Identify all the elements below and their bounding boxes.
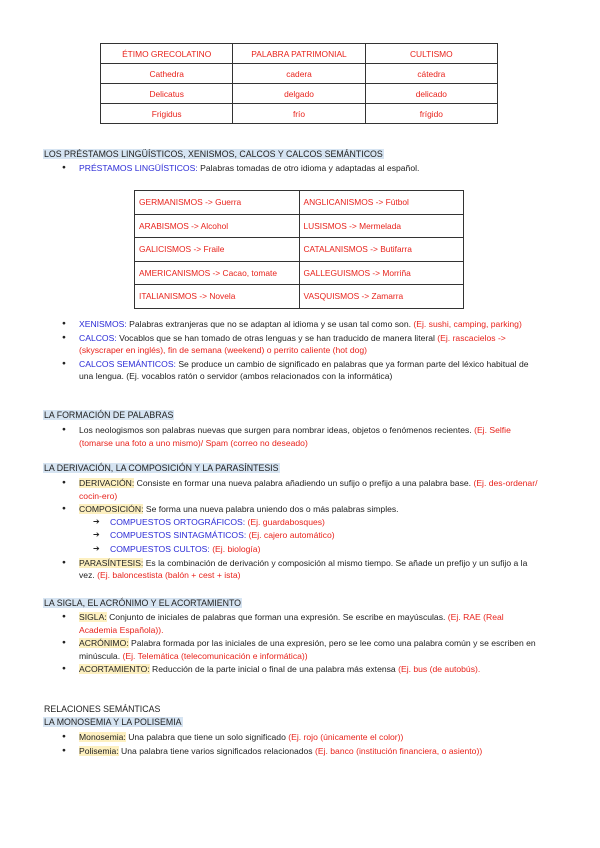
table-row xyxy=(101,84,498,104)
list-item: ● CALCOS SEMÁNTICOS: Se produce un cambio de significado en palabras que ya forman parte del léxico habitual de una lengua. (Ej. vocablos ratón o servidor (ambos relacionados con la informática) xyxy=(62,358,542,383)
formacion-list xyxy=(62,424,542,450)
table-cell: ANGLICANISMOS -> Fútbol xyxy=(299,191,464,215)
table-header-cell: CULTISMO xyxy=(365,44,497,64)
list-item: ● PARASÍNTESIS: Es la combinación de derivación y composición al mismo tiempo. Se añade un prefijo y un sufijo a la vez. (Ej. baloncestista (balón + cest + ista) xyxy=(62,557,542,582)
list-item: ● Polisemia: Una palabra tiene varios significados relacionados (Ej. banco (institución financiera, o asiento)) xyxy=(62,745,542,758)
section-title-prestamos: LOS PRÉSTAMOS LINGÜÍSTICOS, XENISMOS, CALCOS Y CALCOS SEMÁNTICOS xyxy=(44,149,383,159)
table-cell: cadera xyxy=(233,64,365,84)
xenismos-list xyxy=(62,318,542,384)
table-cell: delicado xyxy=(365,84,497,104)
table-row xyxy=(135,261,464,285)
list-item: ● PRÉSTAMOS LINGÜÍSTICOS: Palabras tomadas de otro idioma y adaptadas al español. xyxy=(62,162,542,175)
table-row xyxy=(135,285,464,309)
table-cell: ARABISMOS -> Alcohol xyxy=(135,214,300,238)
table-row xyxy=(101,104,498,124)
list-item: ➔ COMPUESTOS SINTAGMÁTICOS: (Ej. cajero automático) xyxy=(93,529,542,542)
list-item: ● DERIVACIÓN: Consiste en formar una nueva palabra añadiendo un sufijo o prefijo a una palabra base. (Ej. des-ordenar/ cocin-ero) xyxy=(62,477,542,502)
table-cell: CATALANISMOS -> Butifarra xyxy=(299,238,464,262)
table-cell: GALICISMOS -> Fraile xyxy=(135,238,300,262)
table-cell: LUSISMOS -> Mermelada xyxy=(299,214,464,238)
etymology-table xyxy=(100,43,498,124)
section-title-relaciones: RELACIONES SEMÁNTICAS xyxy=(44,704,161,714)
list-item: ● Los neologismos son palabras nuevas que surgen para nombrar ideas, objetos o fenómenos recientes. (Ej. Selfie (tomarse una foto a uno mismo)/ Spam (correo no deseado) xyxy=(62,424,542,449)
derivacion-list xyxy=(62,477,542,583)
table-cell: Frigidus xyxy=(101,104,233,124)
section-subtitle-monosemia: LA MONOSEMIA Y LA POLISEMIA xyxy=(44,717,182,727)
sigla-list xyxy=(62,611,542,677)
section-title-formacion: LA FORMACIÓN DE PALABRAS xyxy=(44,410,174,420)
list-item: ● SIGLA: Conjunto de iniciales de palabras que forman una expresión. Se escribe en mayúsculas. (Ej. RAE (Real Academia Española)). xyxy=(62,611,542,636)
table-header-cell: ÉTIMO GRECOLATINO xyxy=(101,44,233,64)
list-item: ● Monosemia: Una palabra que tiene un solo significado (Ej. rojo (únicamente el color)) xyxy=(62,731,542,744)
table-cell: cátedra xyxy=(365,64,497,84)
table-cell: Delicatus xyxy=(101,84,233,104)
list-item: ● CALCOS: Vocablos que se han tomado de otras lenguas y se han traducido de manera literal (Ej. rascacielos -> (skyscraper en inglés), fin de semana (weekend) o perrito caliente (hot dog) xyxy=(62,332,542,357)
loanwords-table xyxy=(134,190,464,309)
list-item: ➔ COMPUESTOS CULTOS: (Ej. biología) xyxy=(93,543,542,556)
table-cell: VASQUISMOS -> Zamarra xyxy=(299,285,464,309)
section-title-sigla: LA SIGLA, EL ACRÓNIMO Y EL ACORTAMIENTO xyxy=(44,598,242,608)
compuestos-sublist xyxy=(93,516,542,556)
list-item: ● COMPOSICIÓN: Se forma una nueva palabra uniendo dos o más palabras simples. ➔ COMPUESTOS ORTOGRÁFICOS: (Ej. guardabosques) ➔ COMPUESTOS SINTAGMÁTICOS: (Ej. cajero automático) ➔ COMPUESTOS CULTOS: (Ej. biología) xyxy=(62,503,542,555)
table-header-row xyxy=(101,44,498,64)
table-row xyxy=(135,191,464,215)
table-row xyxy=(135,238,464,262)
prestamos-list xyxy=(62,162,542,176)
table-cell: Cathedra xyxy=(101,64,233,84)
table-header-cell: PALABRA PATRIMONIAL xyxy=(233,44,365,64)
section-title-derivacion: LA DERIVACIÓN, LA COMPOSICIÓN Y LA PARASÍNTESIS xyxy=(44,463,279,473)
table-row xyxy=(101,64,498,84)
table-cell: ITALIANISMOS -> Novela xyxy=(135,285,300,309)
monosemia-list xyxy=(62,731,542,758)
table-cell: AMERICANISMOS -> Cacao, tomate xyxy=(135,261,300,285)
list-item: ● ACORTAMIENTO: Reducción de la parte inicial o final de una palabra más extensa (Ej. bus (de autobús). xyxy=(62,663,542,676)
table-cell: frío xyxy=(233,104,365,124)
list-item: ● XENISMOS: Palabras extranjeras que no se adaptan al idioma y se usan tal como son. (Ej. sushi, camping, parking) xyxy=(62,318,542,331)
table-cell: delgado xyxy=(233,84,365,104)
list-item: ● ACRÓNIMO: Palabra formada por las iniciales de una expresión, pero se lee como una palabra común y se escriben en minúscula. (Ej. Telemática (telecomunicación e informática)) xyxy=(62,637,542,662)
list-item: ➔ COMPUESTOS ORTOGRÁFICOS: (Ej. guardabosques) xyxy=(93,516,542,529)
table-cell: GALLEGUISMOS -> Morriña xyxy=(299,261,464,285)
table-cell: frígido xyxy=(365,104,497,124)
table-row xyxy=(135,214,464,238)
table-cell: GERMANISMOS -> Guerra xyxy=(135,191,300,215)
